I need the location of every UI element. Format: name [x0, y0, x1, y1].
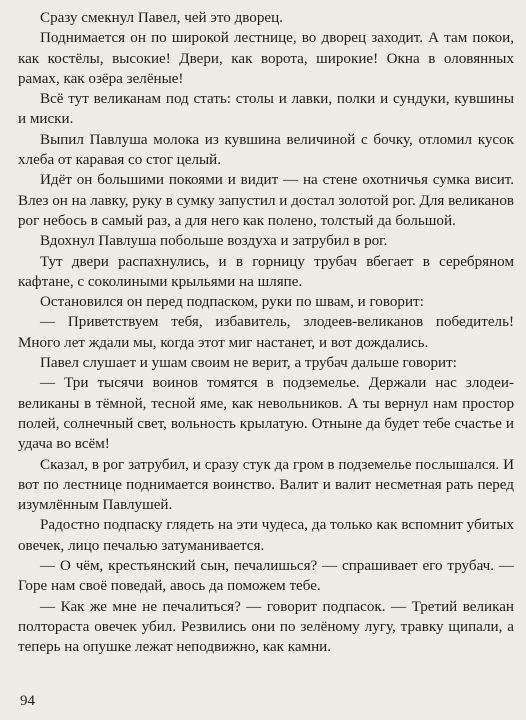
- paragraph-7: Тут двери распахнулись, и в горницу трубач вбегает в серебряном кафтане, с соколиными крыльями на шляпе.: [18, 253, 514, 290]
- paragraph-4: Выпил Павлуша молока из кувшина величиной с бочку, отломил кусок хлеба от каравая со стог целый.: [18, 131, 514, 169]
- paragraph-2: Поднимается он по широкой лестнице, во дворец заходит. А там покои, как костёлы, высокие! Двери, как ворота, широкие! Окна в оловянных рамах, как озёра зелёные!: [18, 30, 514, 87]
- paragraph-12: Сказал, в рог затрубил, и сразу стук да гром в подземелье послышался. И вот по лестнице поднимается воинство. Валит и валит несметная рать перед изумлённым Павлушей.: [18, 456, 514, 514]
- paragraph-10: Павел слушает и ушам своим не верит, а трубач дальше говорит:: [40, 355, 457, 372]
- paragraph-14: — О чём, крестьянский сын, печалишься? — спрашивает его трубач. — Горе нам своё поведай, авось да поможем тебе.: [18, 558, 514, 595]
- paragraph-8: Остановился он перед подпаском, руки по швам, и говорит:: [40, 294, 424, 311]
- page-number: 94: [20, 693, 35, 709]
- paragraph-3: Всё тут великанам под стать: столы и лавки, полки и сундуки, кувшины и миски.: [18, 91, 514, 128]
- paragraph-1: Сразу смекнул Павел, чей это дворец.: [40, 10, 283, 26]
- paragraph-5: Идёт он большими покоями и видит — на стене охотничья сумка висит. Влез он на лавку, руку в сумку запустил и достал золотой рог. Для великанов рог небось в самый раз, а для него как полено, толстый да большой.: [18, 172, 514, 229]
- paragraph-15: — Как же мне не печалиться? — говорит подпасок. — Третий великан полтораста овечек убил. Резвились они по зелёному лугу, травку щипали, а теперь на опушке лежат неподвижно, как камни.: [18, 598, 514, 656]
- paragraph-11: — Три тысячи воинов томятся в подземелье. Держали нас злодеи-великаны в тёмной, тесной яме, как невольников. А ты вернул нам простор полей, солнечный свет, вольность крылатую. Отныне да будет тебе счастье и удача во всём!: [18, 375, 514, 453]
- page-text: [18, 8, 514, 658]
- paragraph-6: Вдохнул Павлуша побольше воздуха и затрубил в рог.: [40, 233, 388, 250]
- paragraph-9: — Приветствуем тебя, избавитель, злодеев-великанов победитель! Много лет ждали мы, когда этот миг настанет, и вот дождались.: [18, 314, 514, 351]
- paragraph-13: Радостно подпаску глядеть на эти чудеса, да только как вспомнит убитых овечек, лицо печалью затуманивается.: [18, 517, 514, 554]
